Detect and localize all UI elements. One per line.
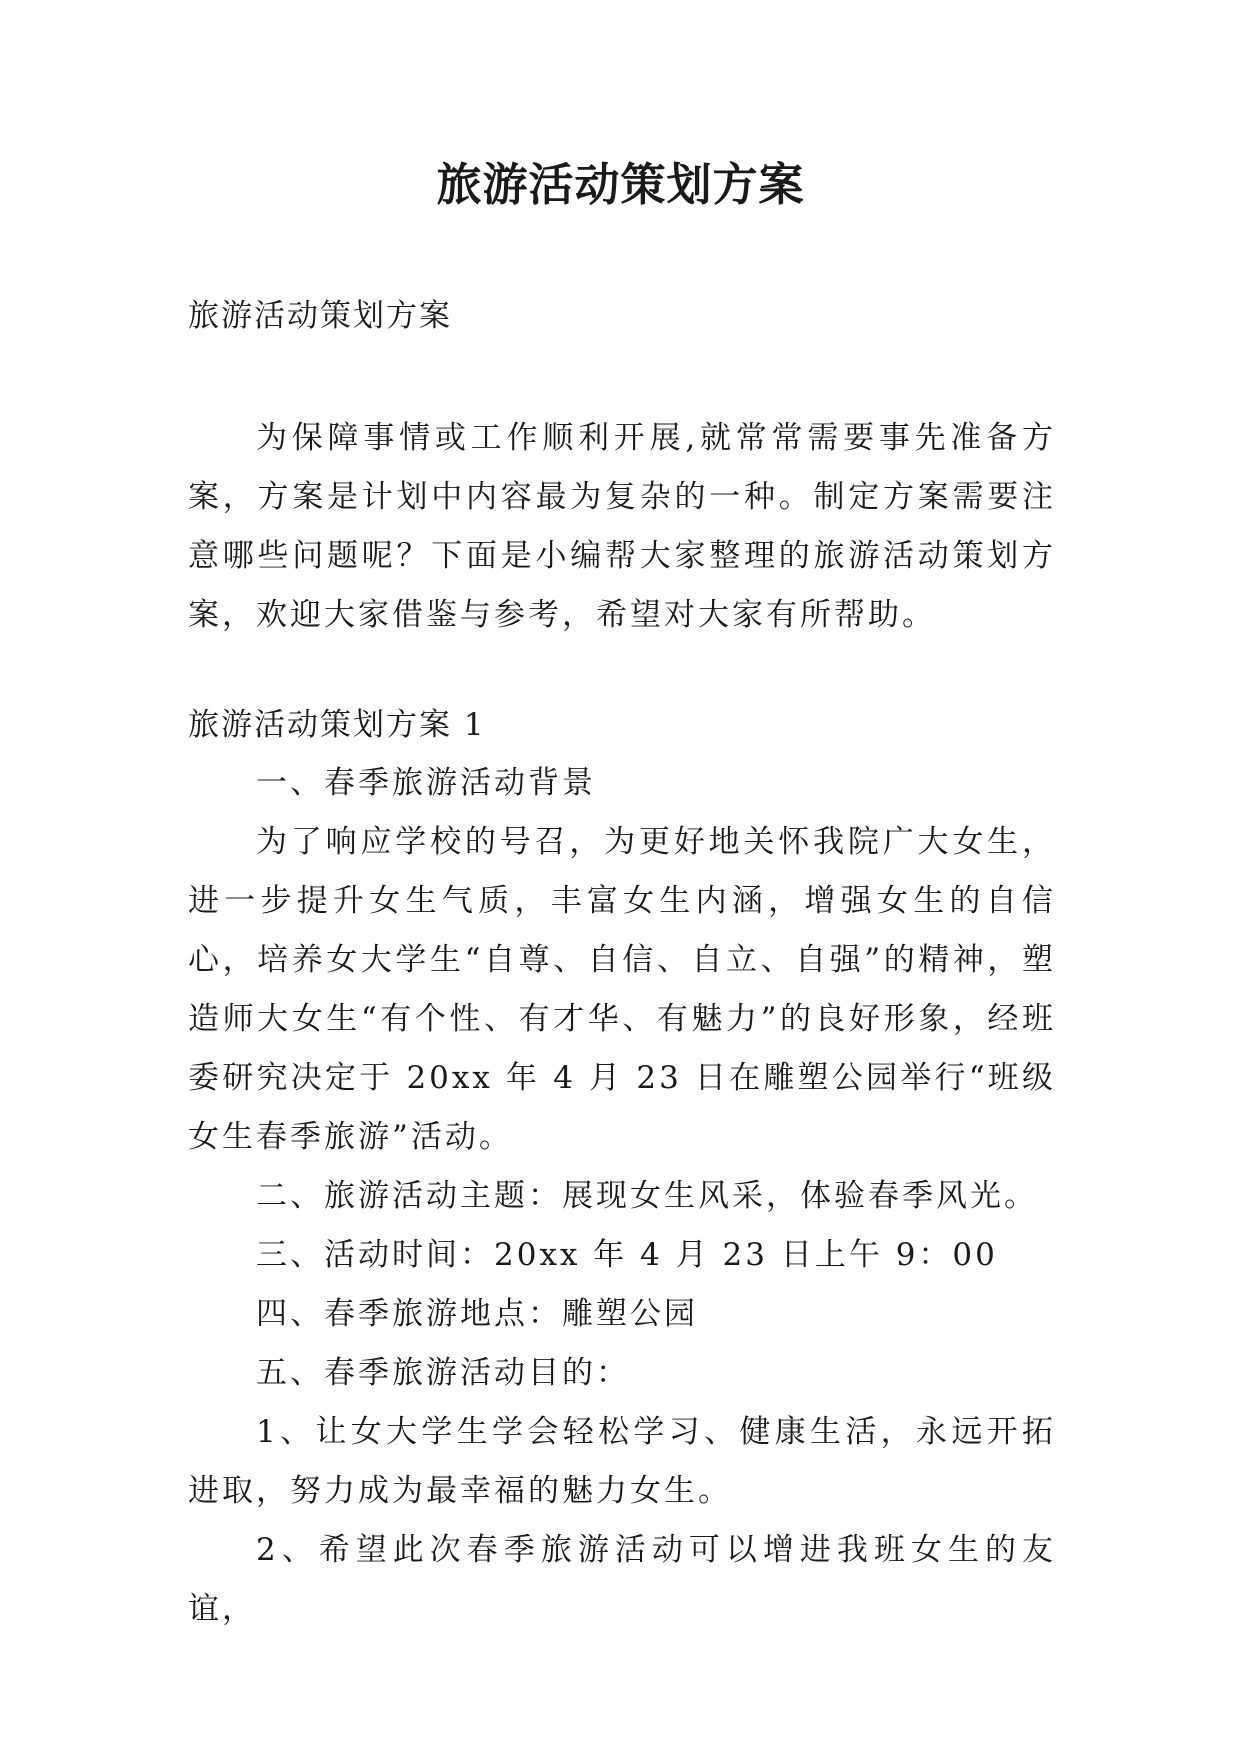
paragraph-location: 四、春季旅游地点：雕塑公园 <box>256 1296 698 1332</box>
document-title: 旅游活动策划方案 <box>436 158 805 211</box>
document-subtitle: 旅游活动策划方案 <box>188 298 452 334</box>
paragraph-time: 三、活动时间：20xx 年 4 月 23 日上午 9：00 <box>256 1237 998 1273</box>
paragraph-purpose-heading: 五、春季旅游活动目的： <box>256 1355 630 1391</box>
intro-paragraph: 为保障事情或工作顺利开展,就常常需要事先准备方案，方案是计划中内容最为复杂的一种。制定方案需要注意哪些问题呢？下面是小编帮大家整理的旅游活动策划方案，欢迎大家借鉴与参考，希望对大家有所帮助。 <box>188 420 1056 633</box>
section-title: 旅游活动策划方案 1 <box>188 707 486 743</box>
section-body <box>188 754 1056 1639</box>
paragraph-purpose-2: 2、希望此次春季旅游活动可以增进我班女生的友谊， <box>188 1532 1056 1627</box>
paragraph-purpose-1: 1、让女大学生学会轻松学习、健康生活，永远开拓进取，努力成为最幸福的魅力女生。 <box>188 1414 1056 1509</box>
paragraph-theme: 二、旅游活动主题：展现女生风采，体验春季风光。 <box>256 1178 1038 1214</box>
paragraph-background-text: 为了响应学校的号召，为更好地关怀我院广大女生，进一步提升女生气质，丰富女生内涵，增强女生的自信心，培养女大学生“自尊、自信、自立、自强”的精神，塑造师大女生“有个性、有才华、有魅力”的良好形象，经班委研究决定于 20xx 年 4 月 23 日在雕塑公园举行“班级女生春季旅游”活动。 <box>188 824 1056 1155</box>
paragraph-background-heading: 一、春季旅游活动背景 <box>256 765 596 801</box>
